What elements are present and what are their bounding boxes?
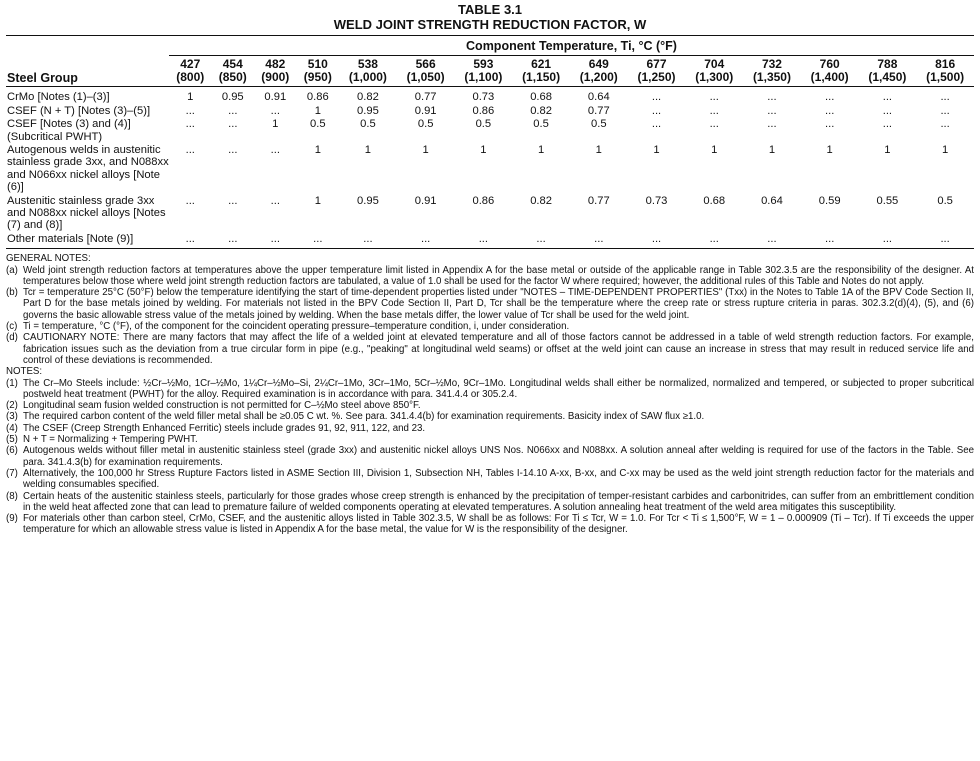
- temp-celsius: 760: [819, 57, 840, 72]
- temp-fahrenheit: (1,500): [926, 70, 965, 85]
- note-label: (c): [6, 321, 18, 333]
- steel-group-cell: Austenitic stainless grade 3xx and N088xx nickel alloys [Notes (7) and (8)]: [7, 194, 166, 232]
- factor-cell: 1: [653, 144, 660, 157]
- temp-fahrenheit: (950): [303, 70, 332, 85]
- temperature-col-8: [570, 56, 628, 87]
- note-label: (3): [6, 411, 18, 423]
- factor-cell: 1: [480, 144, 487, 157]
- factor-cell: 0.95: [221, 91, 244, 104]
- note-label: (9): [6, 513, 18, 525]
- temperature-col-5: [397, 56, 455, 87]
- weld-strength-table: [6, 36, 974, 249]
- factor-cell: 0.91: [264, 91, 287, 104]
- factor-cell: 0.95: [357, 194, 379, 207]
- factor-cell: ...: [228, 194, 238, 207]
- steel-group-heading: Steel Group: [7, 71, 78, 85]
- temp-fahrenheit: (900): [261, 70, 290, 85]
- table-row: [6, 87, 974, 103]
- factor-cell: ...: [536, 232, 546, 245]
- factor-cell: 0.5: [417, 118, 434, 131]
- temperature-col-4: [339, 56, 397, 87]
- factor-cell: 0.55: [876, 194, 899, 207]
- table-number: TABLE 3.1: [457, 2, 523, 17]
- factor-cell: ...: [882, 118, 893, 131]
- temperature-col-6: [455, 56, 513, 87]
- factor-cell: ...: [882, 104, 893, 117]
- temperature-col-2: [254, 56, 297, 87]
- note-text: Alternatively, the 100,000 hr Stress Rupture Factors listed in ASME Section III, Division 1, Subsection NH, Tables I-14.10 A-xx, B-xx, and C-xx may be used as the weld joint strength reduction factor for the materials and welding consumables specified.: [23, 467, 974, 491]
- temp-celsius: 566: [415, 57, 436, 72]
- component-temperature-header-row: [6, 36, 974, 56]
- factor-cell: 0.86: [472, 194, 495, 207]
- note-text: Certain heats of the austenitic stainless steels, particularly for those grades whose creep strength is enhanced by the precipitation of temper-resistant carbides and carbonitrides, can suffer from an embrittlement condition in the weld heat affected zone that can lead to premature failure of welded components operating at elevated temperatures. A solution annealing heat treatment of the weld area mitigates this susceptibility.: [23, 490, 974, 513]
- note-item: [6, 321, 974, 332]
- factor-cell: 1: [942, 144, 949, 157]
- note-label: (5): [6, 434, 18, 446]
- temp-celsius: 816: [935, 57, 956, 72]
- general-notes-list: [6, 265, 974, 367]
- factor-cell: ...: [940, 232, 950, 245]
- note-label: (4): [6, 422, 18, 434]
- factor-cell: 0.73: [472, 91, 495, 104]
- temp-celsius: 621: [531, 57, 552, 72]
- factor-cell: 1: [314, 104, 321, 117]
- temperature-header-row: [6, 56, 974, 87]
- factor-cell: ...: [940, 104, 950, 117]
- note-item: [6, 434, 974, 445]
- note-item: [6, 378, 974, 401]
- temp-celsius: 677: [646, 57, 667, 72]
- temperature-col-14: [916, 56, 974, 87]
- temp-fahrenheit: (1,000): [348, 70, 387, 85]
- factor-cell: 0.86: [306, 91, 329, 104]
- note-item: [6, 400, 974, 411]
- temp-celsius: 649: [588, 57, 609, 72]
- temp-fahrenheit: (1,300): [695, 70, 734, 85]
- factor-cell: ...: [940, 118, 950, 131]
- note-label: (2): [6, 400, 18, 412]
- temp-fahrenheit: (1,450): [868, 70, 907, 85]
- factor-cell: ...: [767, 91, 777, 104]
- steel-group-cell: Autogenous welds in austenitic stainless grade 3xx, and N088xx and N066xx nickel alloys [Note (6)]: [7, 144, 169, 194]
- steel-group-cell: CrMo [Notes (1)–(3)]: [7, 91, 110, 104]
- factor-cell: ...: [363, 232, 373, 245]
- factor-cell: ...: [228, 144, 238, 157]
- temp-celsius: 538: [357, 57, 378, 72]
- factor-cell: 1: [422, 144, 429, 157]
- note-label: (6): [6, 445, 18, 457]
- temperature-col-12: [801, 56, 859, 87]
- note-text: Ti = temperature, °C (°F), of the component for the coincident operating pressure–temperature condition, i, under consideration.: [23, 321, 570, 333]
- factor-cell: 1: [272, 118, 279, 131]
- factor-cell: ...: [420, 232, 431, 245]
- factor-cell: ...: [709, 104, 719, 117]
- factor-cell: 0.86: [472, 104, 495, 117]
- note-text: The Cr–Mo Steels include: ½Cr–½Mo, 1Cr–½Mo, 1¼Cr–½Mo–Si, 2¼Cr–1Mo, 3Cr–1Mo, 5Cr–½Mo, 9Cr–1Mo. Longitudinal welds shall either be normalized, normalized and tempered, or subjected to proper subcritical postweld heat treatment (PWHT) for the alloy. Required examination is in accordance with para. 341.4.4 or 305.2.4.: [23, 377, 974, 400]
- factor-cell: 1: [884, 144, 891, 157]
- factor-cell: ...: [185, 118, 195, 131]
- note-item: [6, 411, 974, 422]
- note-text: For materials other than carbon steel, CrMo, CSEF, and the austenitic alloys listed in Table 302.3.5, W shall be as follows: For Ti ≤ Tcr, W = 1.0. For Tcr < Ti ≤ 1,500°F, W = 1 – 0.000909 (Ti – Tcr). If Ti exceeds the upper temperature for which an allowable stress value is listed in Appendix A for the base metal, the value for W is the responsibility of the designer.: [23, 513, 974, 536]
- factor-cell: ...: [767, 232, 777, 245]
- note-text: CAUTIONARY NOTE: There are many factors that may affect the life of a welded joint at elevated temperature and all of those factors cannot be addressed in a table of weld strength reduction factors. For example, fabrication issues such as the deviation from a true circular form in pipe (e.g., "peaking" at longitudinal weld seams) or offset at the weld joint can cause an increase in stress that may result in reduced service life and control of these deviations is recommended.: [23, 332, 974, 366]
- temp-celsius: 732: [761, 57, 782, 72]
- temp-fahrenheit: (1,400): [810, 70, 849, 85]
- factor-cell: 1: [595, 144, 602, 157]
- factor-cell: ...: [270, 144, 280, 157]
- temp-fahrenheit: (1,200): [579, 70, 618, 85]
- factor-cell: ...: [709, 118, 719, 131]
- factor-cell: ...: [825, 118, 835, 131]
- temp-celsius: 427: [180, 57, 201, 72]
- factor-cell: ...: [767, 118, 777, 131]
- factor-cell: ...: [651, 104, 662, 117]
- factor-cell: 0.64: [761, 194, 783, 207]
- temperature-col-10: [685, 56, 743, 87]
- note-text: Autogenous welds without filler metal in austenitic stainless steel (grade 3xx) and austenitic nickel alloys UNS Nos. N066xx and N088xx. A solution anneal after welding is required for use of the factors in the Table. See para. 341.4.3(b) for examination requirements.: [23, 445, 974, 468]
- factor-cell: ...: [651, 232, 662, 245]
- note-label: (8): [6, 490, 18, 502]
- factor-cell: 0.68: [703, 194, 726, 207]
- temperature-col-7: [512, 56, 570, 87]
- factor-cell: ...: [709, 232, 719, 245]
- factor-cell: ...: [651, 118, 662, 131]
- steel-group-cell: CSEF (N + T) [Notes (3)–(5)]: [7, 104, 151, 117]
- factor-cell: ...: [228, 232, 238, 245]
- note-label: (1): [6, 377, 18, 389]
- factor-cell: 0.5: [310, 118, 326, 131]
- factor-cell: ...: [882, 91, 893, 104]
- steel-group-cell: Other materials [Note (9)]: [7, 232, 134, 245]
- note-item: [6, 265, 974, 288]
- table-row: [6, 143, 974, 194]
- note-text: Longitudinal seam fusion welded construction is not permitted for C–½Mo steel above 850°F.: [23, 400, 421, 412]
- factor-cell: 1: [826, 144, 833, 157]
- factor-cell: 0.68: [530, 91, 552, 104]
- factor-cell: 0.5: [533, 118, 549, 131]
- factor-cell: ...: [185, 194, 195, 207]
- factor-cell: 1: [314, 144, 321, 157]
- factor-cell: 1: [768, 144, 776, 157]
- temperature-col-9: [628, 56, 686, 87]
- temp-fahrenheit: (1,150): [522, 70, 561, 85]
- temperature-col-0: [169, 56, 212, 87]
- note-label: (d): [6, 332, 18, 344]
- factor-cell: 0.5: [937, 194, 953, 207]
- factor-cell: 1: [187, 91, 194, 104]
- note-item: [6, 513, 974, 536]
- factor-cell: 1: [711, 144, 718, 157]
- factor-cell: 0.95: [357, 104, 379, 117]
- factor-cell: ...: [594, 232, 604, 245]
- notes-heading: NOTES:: [6, 366, 43, 378]
- factor-cell: ...: [709, 91, 719, 104]
- temperature-col-1: [212, 56, 255, 87]
- temp-fahrenheit: (1,250): [637, 70, 676, 85]
- factor-cell: ...: [270, 104, 280, 117]
- numbered-notes-list: [6, 378, 974, 536]
- temp-fahrenheit: (800): [176, 70, 205, 85]
- factor-cell: 1: [314, 194, 321, 207]
- note-item: [6, 468, 974, 491]
- note-label: (b): [6, 287, 18, 299]
- note-item: [6, 491, 974, 514]
- table-row: [6, 232, 974, 249]
- table-title: WELD JOINT STRENGTH REDUCTION FACTOR, W: [333, 17, 647, 32]
- factor-cell: 0.59: [818, 194, 841, 207]
- temp-fahrenheit: (850): [218, 70, 247, 85]
- factor-cell: ...: [185, 144, 195, 157]
- temperature-col-3: [297, 56, 340, 87]
- note-text: Weld joint strength reduction factors at temperatures above the upper temperature limit listed in Appendix A for the base metal or outside of the applicable range in Table 302.3.5 are the responsibility of the designer. At temperatures below those where weld joint strength reduction factors are tabulated, a value of 1.0 shall be used for the factor W where required; however, the additional rules of this Table and Notes do not apply.: [23, 264, 974, 287]
- factor-cell: ...: [313, 232, 323, 245]
- factor-cell: 1: [364, 144, 372, 157]
- note-text: Tcr = temperature 25°C (50°F) below the temperature identifying the start of time-dependent properties listed under "NOTES – TIME-DEPENDENT PROPERTIES" (Txx) in the Notes to Table 1A of the BPV Code Section II, Part D for the base metals joined by welding. For materials not listed in the BPV Code Section II, Part D, Tcr shall be the temperature where the creep rate or stress rupture criteria in paras. 302.3.2(d)(4), (5), and (6) governs the basic allowable stress value of the metals joined by welding. When the base metals differ, the lower value of Tcr shall be used for the weld joint.: [23, 287, 974, 321]
- factor-cell: ...: [651, 91, 662, 104]
- factor-cell: ...: [767, 104, 777, 117]
- factor-cell: ...: [185, 104, 195, 117]
- factor-cell: ...: [940, 91, 950, 104]
- factor-cell: 0.77: [587, 194, 610, 207]
- factor-cell: 0.5: [360, 118, 376, 131]
- steel-group-cell: CSEF [Notes (3) and (4)] (Subcritical PWHT): [7, 118, 131, 143]
- factor-cell: 0.5: [475, 118, 492, 131]
- factor-cell: ...: [228, 118, 238, 131]
- table-row: [6, 117, 974, 143]
- note-text: The CSEF (Creep Strength Enhanced Ferritic) steels include grades 91, 92, 911, 122, and 23.: [23, 422, 426, 434]
- general-notes-heading: GENERAL NOTES:: [6, 253, 91, 265]
- temp-fahrenheit: (1,100): [464, 70, 503, 85]
- factor-cell: 0.91: [414, 104, 437, 117]
- factor-cell: 0.82: [530, 194, 552, 207]
- factor-cell: ...: [270, 194, 280, 207]
- note-item: [6, 287, 974, 321]
- factor-cell: 0.77: [587, 104, 610, 117]
- factor-cell: 0.91: [414, 194, 437, 207]
- note-item: [6, 423, 974, 434]
- note-item: [6, 445, 974, 468]
- factor-cell: ...: [882, 232, 893, 245]
- factor-cell: ...: [478, 232, 489, 245]
- temp-celsius: 510: [307, 57, 328, 72]
- notes-section: [6, 253, 974, 535]
- factor-cell: 0.5: [591, 118, 607, 131]
- temperature-col-11: [743, 56, 801, 87]
- temperature-col-13: [859, 56, 917, 87]
- factor-cell: ...: [825, 104, 835, 117]
- table-row: [6, 194, 974, 232]
- temp-fahrenheit: (1,050): [406, 70, 445, 85]
- factor-cell: 0.77: [414, 91, 437, 104]
- factor-cell: 1: [537, 144, 545, 157]
- factor-cell: 0.73: [645, 194, 668, 207]
- temp-celsius: 788: [877, 57, 898, 72]
- factor-cell: ...: [270, 232, 280, 245]
- table-bottom-rule: [6, 249, 974, 250]
- note-text: The required carbon content of the weld filler metal shall be ≥0.05 C wt. %. See para. 341.4.4(b) for examination requirements. Basicity index of SAW flux ≥1.0.: [23, 411, 705, 423]
- factor-cell: 0.64: [587, 91, 610, 104]
- note-text: N + T = Normalizing + Tempering PWHT.: [23, 434, 198, 446]
- temp-fahrenheit: (1,350): [752, 70, 791, 85]
- factor-cell: ...: [185, 232, 195, 245]
- factor-cell: 0.82: [357, 91, 379, 104]
- factor-cell: ...: [825, 91, 835, 104]
- temp-celsius: 593: [473, 57, 494, 72]
- note-label: (a): [6, 264, 18, 276]
- note-label: (7): [6, 467, 18, 479]
- component-temperature-heading: Component Temperature, Ti, °C (°F): [169, 36, 974, 56]
- temp-celsius: 454: [222, 57, 243, 72]
- temp-celsius: 482: [265, 57, 286, 72]
- factor-cell: 0.82: [530, 104, 552, 117]
- temp-celsius: 704: [704, 57, 725, 72]
- factor-cell: ...: [825, 232, 835, 245]
- note-item: [6, 332, 974, 366]
- factor-cell: ...: [228, 104, 238, 117]
- table-row: [6, 104, 974, 117]
